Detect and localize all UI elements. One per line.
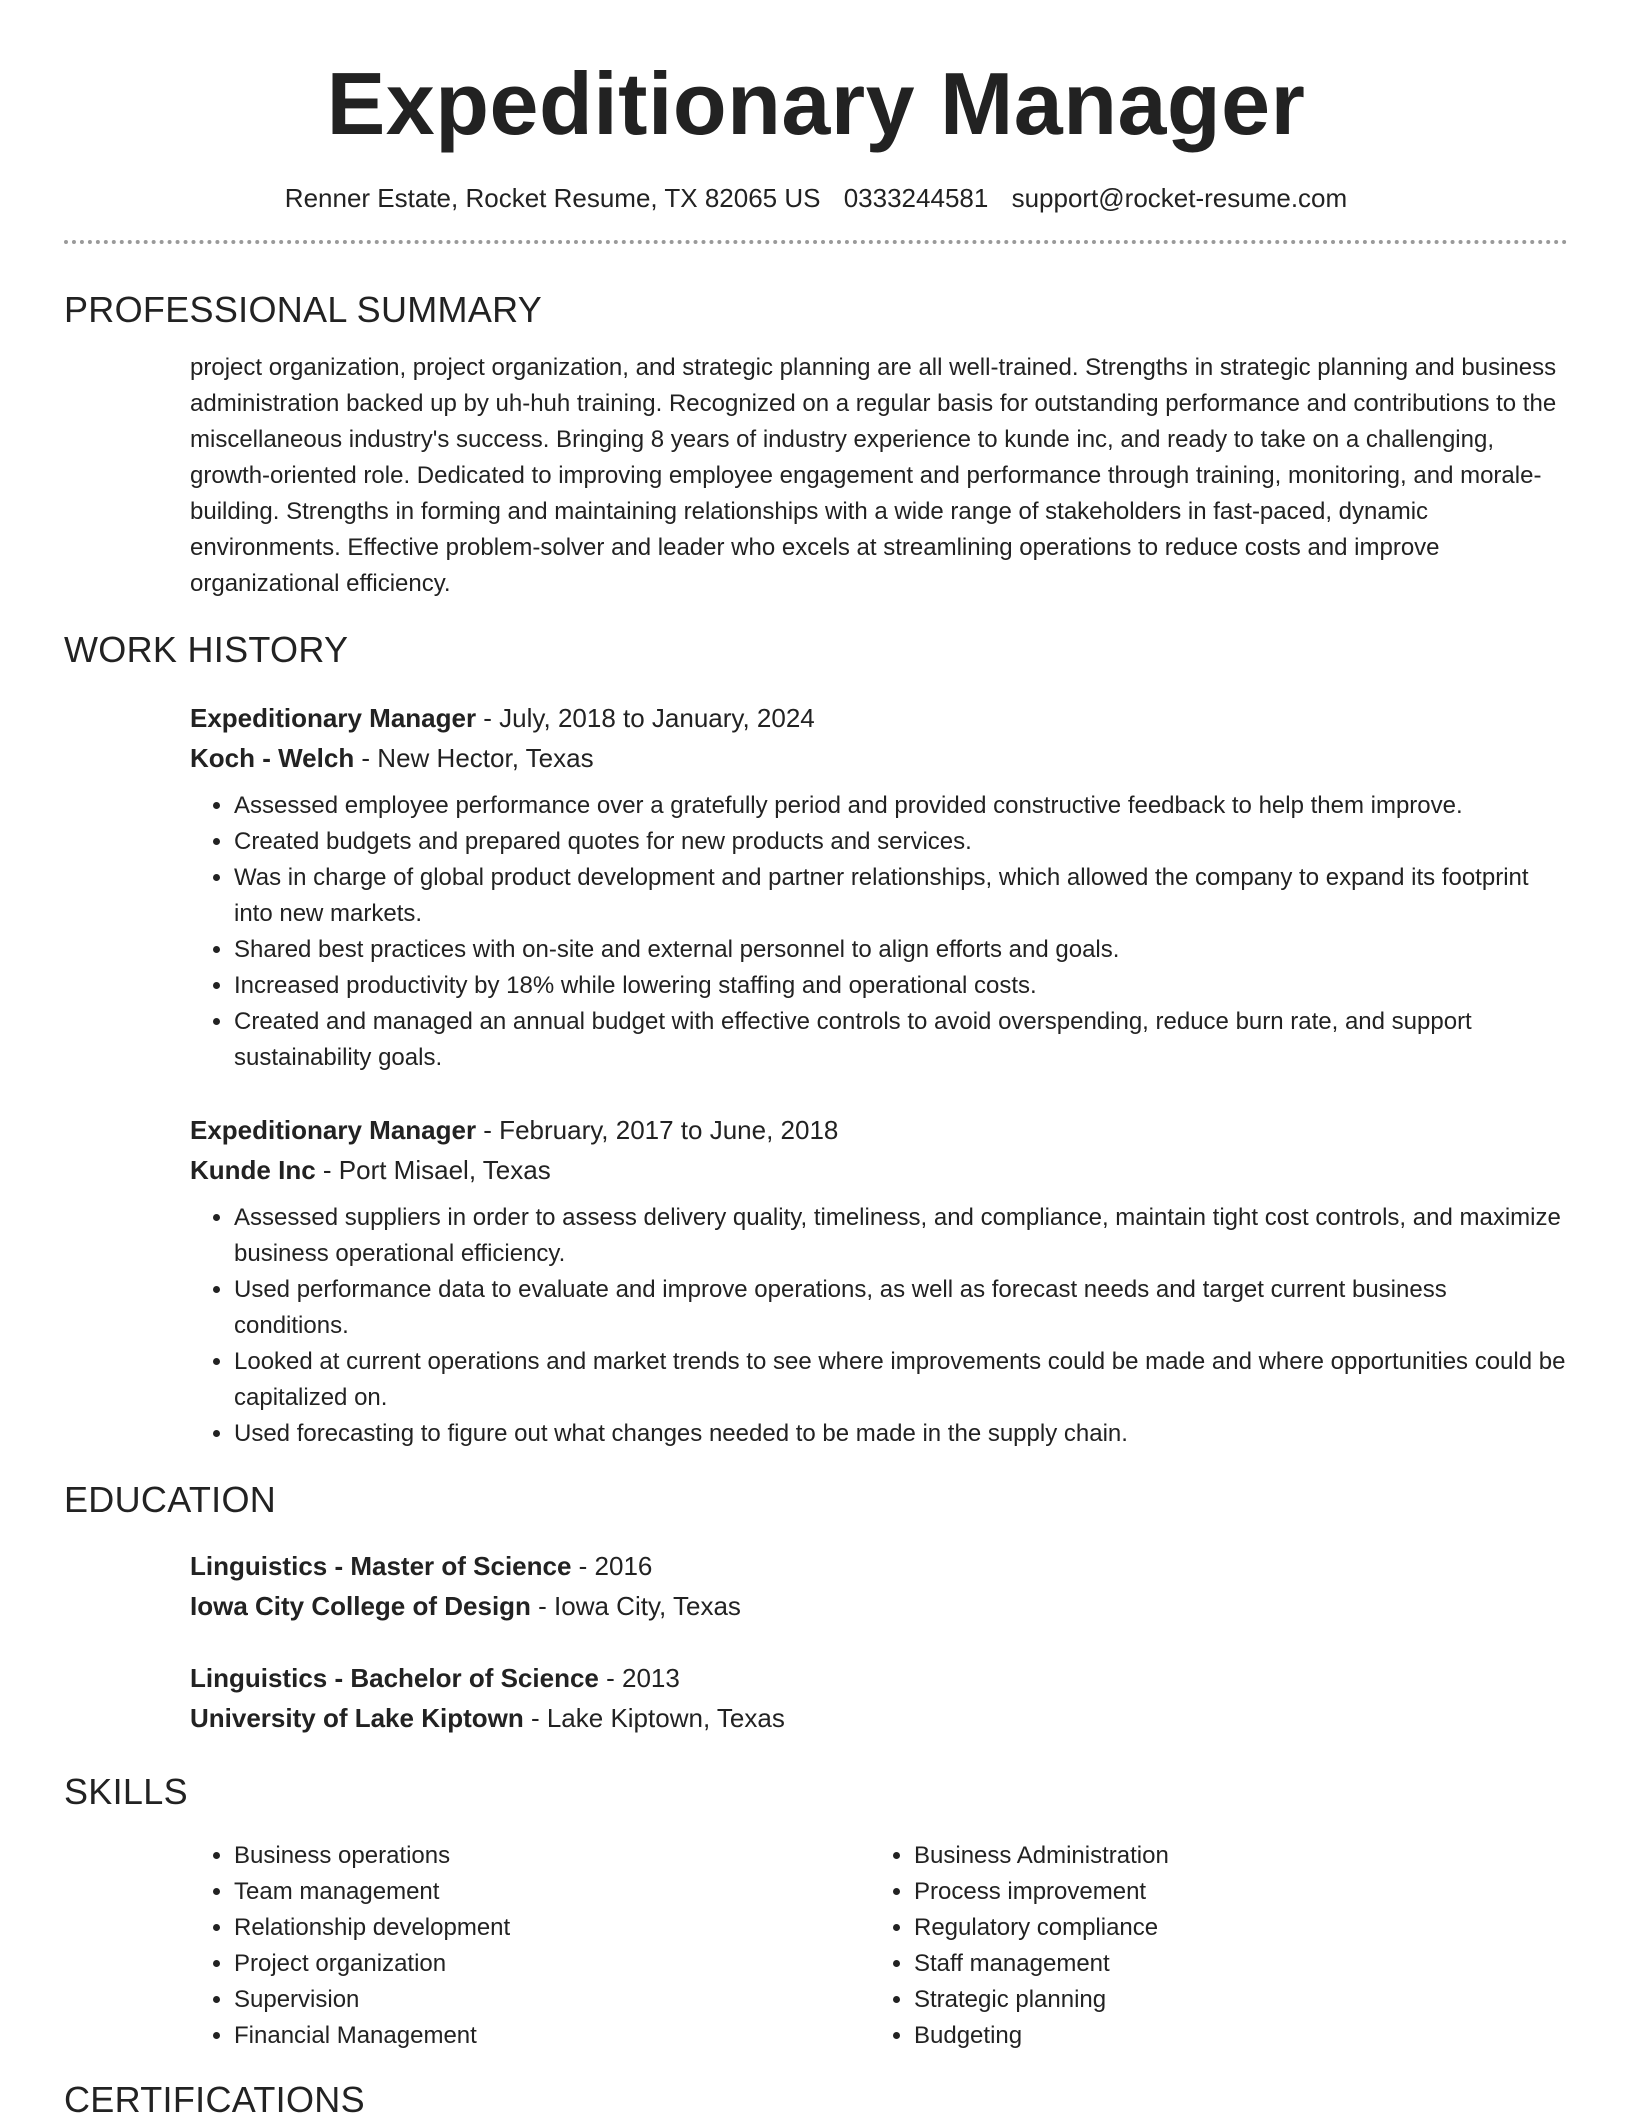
education-degree: Linguistics - Master of Science [190,1551,572,1581]
education-year: - 2013 [598,1663,680,1693]
job-bullet: • Was in charge of global product development and partner relationships, which allowed the company to expand its footprint into new markets. [234,860,1568,932]
education-degree-line [190,1658,1568,1698]
job-bullet: • Used performance data to evaluate and improve operations, as well as forecast needs and target current business conditions. [234,1272,1568,1344]
skill-item: • Regulatory compliance [914,1910,1550,1946]
job-company: Kunde Inc [190,1155,316,1185]
job-entry [190,1110,1568,1452]
skill-item: • Relationship development [234,1910,870,1946]
job-bullet: • Assessed employee performance over a gratefully period and provided constructive feedback to help them improve. [234,788,1568,824]
resume-name: Expeditionary Manager [326,54,1306,153]
contact-line [64,182,1568,214]
job-entry [190,698,1568,1076]
job-role: Expeditionary Manager [190,703,477,733]
header-divider [64,240,1568,244]
job-bullets [190,1200,1568,1452]
job-bullet: • Used forecasting to figure out what changes needed to be made in the supply chain. [234,1416,1568,1452]
job-role: Expeditionary Manager [190,1115,477,1145]
section-title-skills: SKILLS [64,1771,188,1812]
skill-item: • Supervision [234,1982,870,2018]
job-bullet: • Shared best practices with on-site and external personnel to align efforts and goals. [234,932,1568,968]
education-location: - Lake Kiptown, Texas [523,1703,785,1733]
section-title-certifications: CERTIFICATIONS [64,2079,365,2118]
education-degree: Linguistics - Bachelor of Science [190,1663,599,1693]
education-school: University of Lake Kiptown [190,1703,524,1733]
education-degree-line [190,1546,1568,1586]
job-title-line [190,698,1568,738]
skill-item: • Team management [234,1874,870,1910]
job-bullets [190,788,1568,1076]
contact-address: Renner Estate, Rocket Resume, TX 82065 US [284,183,821,213]
job-company-line [190,1150,1568,1190]
skill-item: • Budgeting [914,2018,1550,2054]
job-location: - New Hector, Texas [354,743,594,773]
skill-item: • Business Administration [914,1838,1550,1874]
job-dates: - February, 2017 to June, 2018 [476,1115,839,1145]
job-title-line [190,1110,1568,1150]
skill-item: • Business operations [234,1838,870,1874]
summary-text: project organization, project organization, and strategic planning are all well-trained. Strengths in strategic planning and business administration backed up by uh-huh training. Recognized on a regular basis for outstanding performance and contributions to the miscellaneous industry's success. Bringing 8 years of industry experience to kunde inc, and ready to take on a challenging, growth-oriented role. Dedicated to improving employee engagement and performance through training, monitoring, and morale-building. Strengths in forming and maintaining relationships with a wide range of stakeholders in fast-paced, dynamic environments. Effective problem-solver and leader who excels at streamlining operations to reduce costs and improve organizational efficiency. [190,354,1557,597]
skill-item: • Process improvement [914,1874,1550,1910]
contact-phone: 0333244581 [843,183,989,213]
contact-email: support@rocket-resume.com [1011,183,1348,213]
education-location: - Iowa City, Texas [530,1591,741,1621]
education-school-line [190,1698,1568,1738]
job-bullet: • Assessed suppliers in order to assess delivery quality, timeliness, and compliance, maintain tight cost controls, and maximize business operational efficiency. [234,1200,1568,1272]
skills-column-left [190,1838,870,2054]
job-bullet: • Created budgets and prepared quotes for new products and services. [234,824,1568,860]
section-title-work-history: WORK HISTORY [64,629,349,670]
job-dates: - July, 2018 to January, 2024 [476,703,815,733]
job-bullet: • Looked at current operations and market trends to see where improvements could be made and where opportunities could be capitalized on. [234,1344,1568,1416]
education-school-line [190,1586,1568,1626]
job-company-line [190,738,1568,778]
education-entry [190,1658,1568,1738]
job-company: Koch - Welch [190,743,355,773]
education-entry [190,1546,1568,1626]
skill-item: • Project organization [234,1946,870,1982]
education-school: Iowa City College of Design [190,1591,531,1621]
skill-item: • Strategic planning [914,1982,1550,2018]
skill-item: • Financial Management [234,2018,870,2054]
education-year: - 2016 [571,1551,653,1581]
section-title-education: EDUCATION [64,1479,277,1520]
skills-list [190,1838,1568,2054]
skills-column-right [870,1838,1550,2054]
job-location: - Port Misael, Texas [315,1155,551,1185]
job-bullet: • Increased productivity by 18% while lowering staffing and operational costs. [234,968,1568,1004]
job-bullet: • Created and managed an annual budget with effective controls to avoid overspending, reduce burn rate, and support sustainability goals. [234,1004,1568,1076]
section-title-summary: PROFESSIONAL SUMMARY [64,289,543,330]
skill-item: • Staff management [914,1946,1550,1982]
